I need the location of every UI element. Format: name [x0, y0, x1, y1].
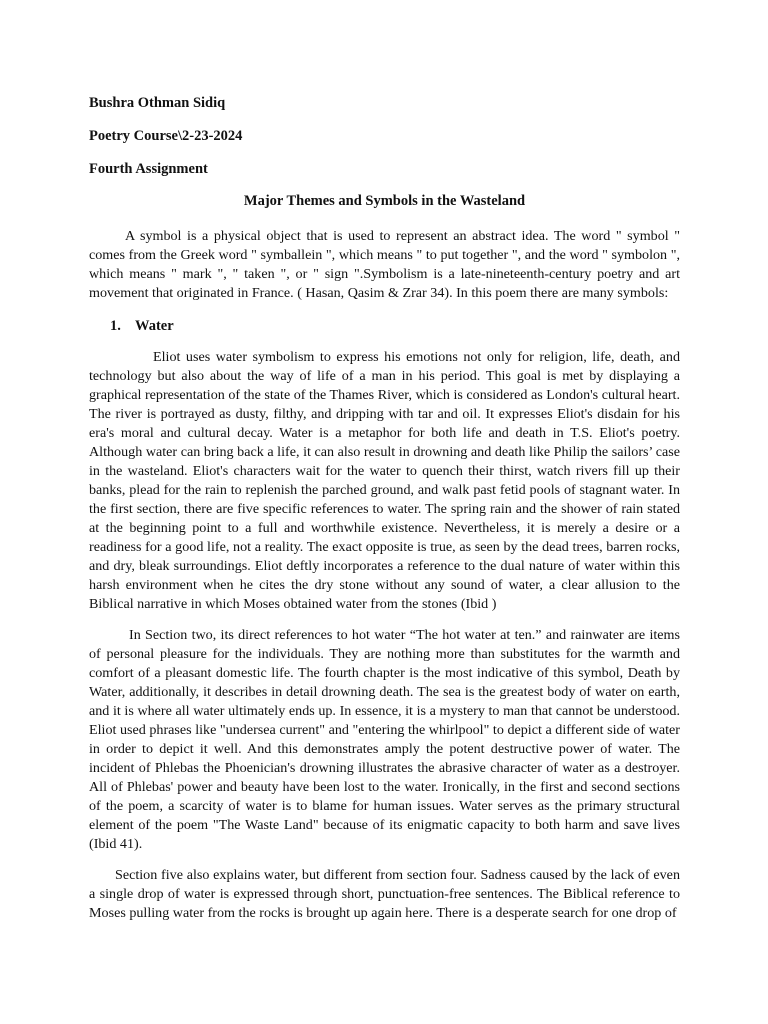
section-title: Water	[135, 318, 174, 334]
course-date: Poetry Course\2-23-2024	[89, 128, 243, 144]
intro-paragraph: A symbol is a physical object that is used to represent an abstract idea. The word " symbol " comes from the Greek word " symballein ", which means " to put together ", and the word " symbolon ", which means " mark ", " taken ", or " sign ".Symbolism is a late-nineteenth-century poetry and art movement that originated in France. ( Hasan, Qasim & Zrar 34). In this poem there are many symbols:	[89, 228, 680, 301]
document-title: Major Themes and Symbols in the Wasteland	[243, 193, 526, 209]
assignment-label: Fourth Assignment	[89, 161, 208, 177]
paragraph-water-3: Section five also explains water, but different from section four. Sadness caused by the lack of even a single drop of water is expressed through short, punctuation-free sentences. The Biblical reference to Moses pulling water from the rocks is brought up again here. There is a desperate search for one drop of	[89, 867, 680, 921]
paragraph-water-1: Eliot uses water symbolism to express his emotions not only for religion, life, death, and technology but also about the way of life of a man in his period. This goal is met by displaying a graphical representation of the state of the Thames River, which is considered as London's cultural heart. The river is portrayed as dusty, filthy, and dripping with tar and oil. It expresses Eliot's disdain for his era's moral and cultural decay. Water is a metaphor for both life and death in T.S. Eliot's poetry. Although water can bring back a life, it can also result in drowning and death like Philip the sailors’ case in the wasteland. Eliot's characters wait for the water to quench their thirst, watch rivers fill up their banks, plead for the rain to replenish the parched ground, and walk past fetid pools of stagnant water. In the first section, there are five specific references to water. The spring rain and the shower of rain stated at the beginning point to a full and worthwhile existence. Nevertheless, it is merely a desire or a readiness for a good life, not a reality. The exact opposite is true, as seen by the dead trees, barren rocks, and dry, bleak surroundings. Eliot deftly incorporates a reference to the dual nature of water within this harsh environment when he cites the dry stone without any sound of water, a clear allusion to the Biblical narrative in which Moses obtained water from the stones (Ibid )	[89, 349, 680, 612]
author-name: Bushra Othman Sidiq	[89, 95, 226, 111]
section-number: 1.	[110, 318, 121, 334]
paragraph-water-2: In Section two, its direct references to hot water “The hot water at ten.” and rainwater are items of personal pleasure for the individuals. They are nothing more than substitutes for the warmth and comfort of a pleasant domestic life. The fourth chapter is the most indicative of this symbol, Death by Water, additionally, it describes in detail drowning death. The sea is the greatest body of water on earth, and it is where all water ultimately ends up. In essence, it is a mystery to man that cannot be understood. Eliot used phrases like "undersea current" and "entering the whirlpool" to depict a different side of water in order to depict it well. And this demonstrates amply the potent destructive power of water. The incident of Phlebas the Phoenician's drowning illustrates the abrasive character of water as a destroyer. All of Phlebas' power and beauty have been lost to the water. Ironically, in the first and second sections of the poem, a scarcity of water is to blame for human issues. Water serves as the primary structural element of the poem "The Waste Land" because of its enigmatic capacity to both harm and save lives (Ibid 41).	[89, 627, 680, 852]
section-heading-water	[89, 317, 680, 335]
